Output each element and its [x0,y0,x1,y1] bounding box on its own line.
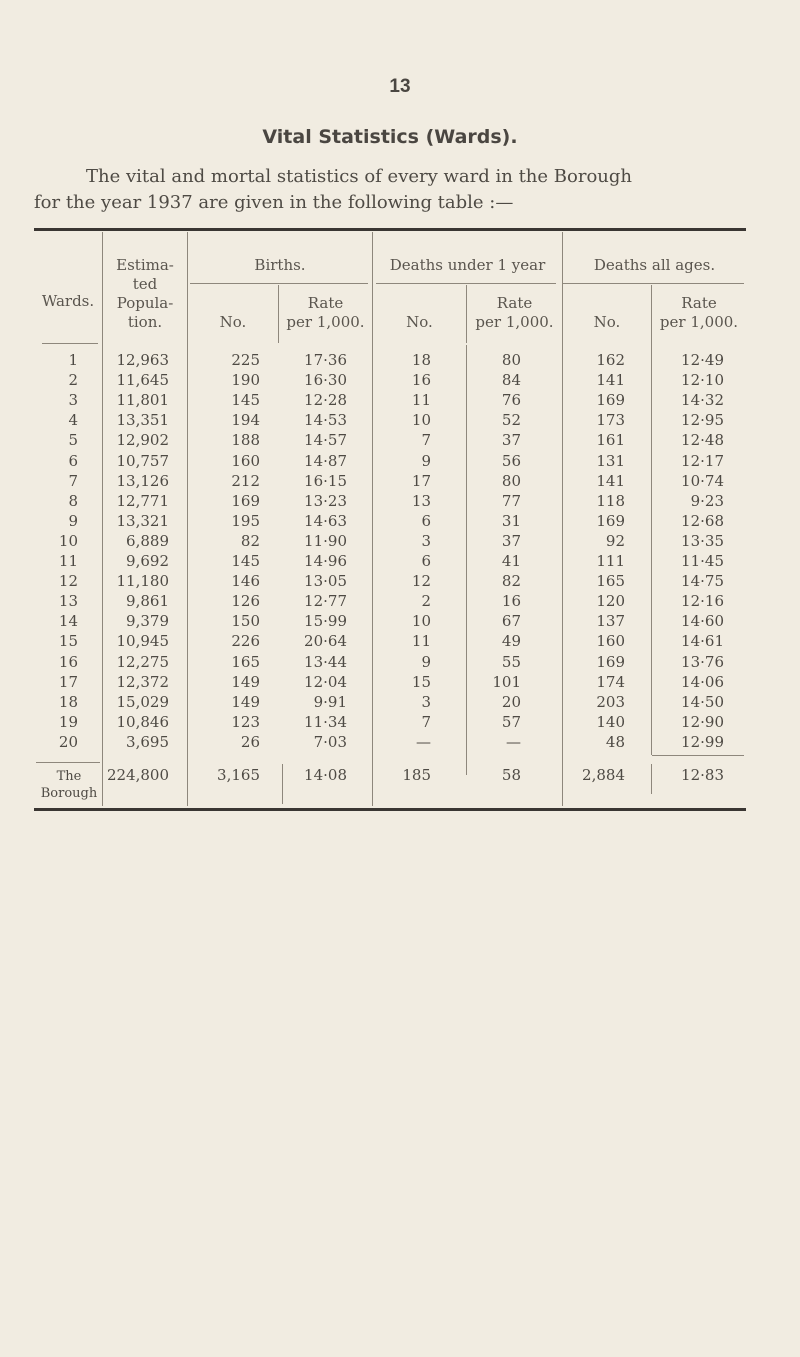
total-da-no: 2,884 [582,766,625,784]
cell-da-no: 131 [596,451,625,470]
cell-d1-no: 9 [421,451,431,470]
cell-births-rate: 14·57 [304,431,347,450]
cell-births-no: 123 [231,712,260,731]
cell-pop: 12,963 [116,351,169,369]
cell-births-rate: 14·53 [304,411,347,430]
cell-d1-rate: 80 [501,351,521,369]
cell-pop: 10,945 [116,632,169,651]
cell-d1-no: 10 [411,411,431,430]
cell-d1-rate: — [506,732,521,751]
cell-births-no: 149 [231,692,260,711]
cell-da-rate: 12·68 [681,511,724,530]
cell-pop: 12,275 [116,652,169,671]
cell-pop: 12,902 [116,431,169,450]
cell-ward: 16 [58,652,78,671]
table-top-rule [34,228,746,231]
cell-da-rate: 14·06 [681,672,724,691]
cell-da-rate: 14·61 [681,632,724,651]
deaths-under-1-subheader-rule [376,283,556,284]
cell-births-no: 82 [240,531,260,550]
cell-pop: 9,861 [126,592,169,611]
cell-births-no: 169 [231,491,260,510]
cell-d1-rate: 80 [501,471,521,490]
total-top-rule-deaths [652,755,744,756]
total-pop: 224,800 [106,766,169,784]
total-label: The Borough [40,769,98,801]
cell-da-no: 173 [596,411,625,430]
total-da-rate: 12·83 [681,766,724,784]
total-top-rule-wards [36,762,100,763]
cell-births-rate: 12·28 [304,391,347,410]
cell-births-no: 150 [231,612,260,631]
cell-d1-rate: 52 [501,411,521,430]
cell-d1-rate: 16 [501,592,521,611]
cell-da-no: 141 [596,371,625,390]
cell-births-rate: 16·30 [304,371,347,390]
cell-births-no: 225 [231,351,260,369]
header-births-rate: Rate per 1,000. [286,294,365,331]
cell-pop: 12,771 [116,491,169,510]
cell-d1-rate: 76 [501,391,521,410]
cell-pop: 11,801 [116,391,169,410]
cell-births-no: 195 [231,511,260,530]
cell-da-rate: 13·35 [681,531,724,550]
cell-da-no: 160 [596,632,625,651]
cell-d1-rate: 49 [501,632,521,651]
cell-ward: 5 [68,431,78,450]
cell-ward: 8 [68,491,78,510]
cell-d1-no: 3 [421,531,431,550]
cell-d1-rate: 101 [492,672,521,691]
cell-da-no: 174 [596,672,625,691]
cell-ward: 4 [68,411,78,430]
header-deaths-under-1: Deaths under 1 year [389,256,546,274]
page-number: 13 [389,76,411,97]
cell-births-rate: 20·64 [304,632,347,651]
cell-da-rate: 14·75 [681,572,724,591]
cell-da-no: 203 [596,692,625,711]
cell-da-rate: 9·23 [690,491,724,510]
cell-ward: 1 [68,351,78,369]
cell-da-no: 92 [605,531,625,550]
cell-d1-no: 17 [411,471,431,490]
cell-births-no: 145 [231,552,260,570]
cell-pop: 13,126 [116,471,169,490]
deaths-all-subheader-rule [562,283,744,284]
cell-births-rate: 17·36 [304,351,347,369]
cell-births-no: 212 [231,471,260,490]
cell-pop: 11,180 [116,572,169,591]
cell-da-rate: 12·49 [681,351,724,369]
cell-d1-rate: 37 [501,531,521,550]
cell-d1-no: 6 [421,552,431,570]
cell-ward: 15 [58,632,78,651]
header-births: Births. [254,256,306,274]
header-d1-rate: Rate per 1,000. [475,294,554,331]
cell-pop: 15,029 [116,692,169,711]
cell-da-rate: 12·10 [681,371,724,390]
cell-births-no: 190 [231,371,260,390]
cell-births-no: 160 [231,451,260,470]
cell-births-rate: 16·15 [304,471,347,490]
cell-d1-rate: 84 [501,371,521,390]
cell-d1-rate: 37 [501,431,521,450]
cell-ward: 6 [68,451,78,470]
cell-births-no: 149 [231,672,260,691]
cell-d1-rate: 41 [501,552,521,570]
cell-d1-no: 2 [421,592,431,611]
cell-births-rate: 12·77 [304,592,347,611]
cell-da-rate: 12·95 [681,411,724,430]
cell-d1-rate: 77 [501,491,521,510]
table-bottom-rule [34,808,746,811]
intro-paragraph [34,164,754,216]
cell-births-rate: 15·99 [304,612,347,631]
cell-da-rate: 12·48 [681,431,724,450]
cell-births-rate: 13·44 [304,652,347,671]
cell-pop: 9,379 [126,612,169,631]
cell-ward: 9 [68,511,78,530]
cell-da-rate: 12·99 [681,732,724,751]
cell-da-no: 48 [605,732,625,751]
cell-births-rate: 9·91 [313,692,347,711]
page-title: Vital Statistics (Wards). [262,126,518,148]
cell-da-rate: 13·76 [681,652,724,671]
cell-d1-no: 13 [411,491,431,510]
cell-da-no: 169 [596,652,625,671]
cell-d1-no: 3 [421,692,431,711]
cell-ward: 17 [58,672,78,691]
cell-da-rate: 12·90 [681,712,724,731]
header-da-rate: Rate per 1,000. [659,294,739,331]
cell-d1-no: 16 [411,371,431,390]
cell-pop: 3,695 [126,732,169,751]
cell-d1-no: 11 [411,632,431,651]
cell-pop: 11,645 [116,371,169,390]
cell-births-rate: 13·05 [304,572,347,591]
cell-d1-rate: 56 [501,451,521,470]
cell-ward: 2 [68,371,78,390]
cell-da-no: 169 [596,511,625,530]
cell-births-rate: 11·90 [304,531,347,550]
cell-births-rate: 7·03 [313,732,347,751]
intro-line-1: The vital and mortal statistics of every ward in the Borough [86,166,632,187]
cell-births-rate: 13·23 [304,491,347,510]
total-births-no: 3,165 [217,766,260,784]
cell-ward: 14 [58,612,78,631]
cell-da-rate: 12·17 [681,451,724,470]
cell-d1-no: — [416,732,431,751]
cell-pop: 10,757 [116,451,169,470]
cell-da-no: 169 [596,391,625,410]
cell-d1-rate: 82 [501,572,521,591]
cell-ward: 20 [58,732,78,751]
cell-d1-no: 7 [421,431,431,450]
cell-da-rate: 14·32 [681,391,724,410]
header-d1-no: No. [406,313,433,331]
header-population: Estima- ted Popula- tion. [116,256,174,331]
births-subheader-rule [190,283,368,284]
cell-ward: 12 [58,572,78,591]
cell-d1-no: 15 [411,672,431,691]
cell-births-rate: 14·96 [304,552,347,570]
cell-ward: 19 [58,712,78,731]
cell-da-no: 120 [596,592,625,611]
cell-d1-no: 11 [411,391,431,410]
cell-births-no: 126 [231,592,260,611]
header-deaths-all: Deaths all ages. [593,256,716,274]
cell-births-no: 165 [231,652,260,671]
cell-da-no: 165 [596,572,625,591]
header-da-no: No. [593,313,621,331]
header-bottom-rule-wards [42,343,98,344]
cell-da-no: 111 [596,552,625,570]
cell-d1-rate: 20 [501,692,521,711]
cell-pop: 6,889 [126,531,169,550]
cell-d1-no: 6 [421,511,431,530]
total-births-rate: 14·08 [304,766,347,784]
cell-da-no: 140 [596,712,625,731]
cell-births-no: 194 [231,411,260,430]
cell-ward: 18 [58,692,78,711]
cell-ward: 10 [58,531,78,550]
cell-da-no: 161 [596,431,625,450]
cell-pop: 9,692 [126,552,169,570]
header-wards: Wards. [41,292,95,310]
cell-ward: 13 [58,592,78,611]
cell-births-no: 188 [231,431,260,450]
cell-da-no: 141 [596,471,625,490]
cell-births-no: 146 [231,572,260,591]
cell-d1-rate: 67 [501,612,521,631]
total-d1-no: 185 [402,766,431,784]
cell-da-rate: 14·60 [681,612,724,631]
cell-d1-rate: 57 [501,712,521,731]
cell-pop: 13,351 [116,411,169,430]
cell-da-no: 162 [596,351,625,369]
cell-da-rate: 10·74 [681,471,724,490]
cell-births-rate: 14·63 [304,511,347,530]
cell-d1-no: 9 [421,652,431,671]
cell-ward: 7 [68,471,78,490]
cell-births-rate: 11·34 [304,712,347,731]
cell-pop: 12,372 [116,672,169,691]
cell-d1-no: 7 [421,712,431,731]
cell-da-no: 137 [596,612,625,631]
cell-ward: 3 [68,391,78,410]
cell-births-no: 226 [231,632,260,651]
total-d1-rate: 58 [501,766,521,784]
cell-ward: 11 [58,552,78,570]
cell-da-no: 118 [596,491,625,510]
cell-d1-rate: 55 [501,652,521,671]
cell-pop: 10,846 [116,712,169,731]
cell-d1-no: 12 [411,572,431,591]
cell-births-no: 26 [240,732,260,751]
cell-births-rate: 14·87 [304,451,347,470]
cell-d1-no: 18 [411,351,431,369]
header-births-no: No. [219,313,247,331]
cell-births-rate: 12·04 [304,672,347,691]
cell-pop: 13,321 [116,511,169,530]
cell-da-rate: 11·45 [681,552,724,570]
intro-line-2: for the year 1937 are given in the following table :— [34,192,514,213]
cell-d1-rate: 31 [501,511,521,530]
cell-d1-no: 10 [411,612,431,631]
cell-da-rate: 12·16 [681,592,724,611]
cell-da-rate: 14·50 [681,692,724,711]
cell-births-no: 145 [231,391,260,410]
